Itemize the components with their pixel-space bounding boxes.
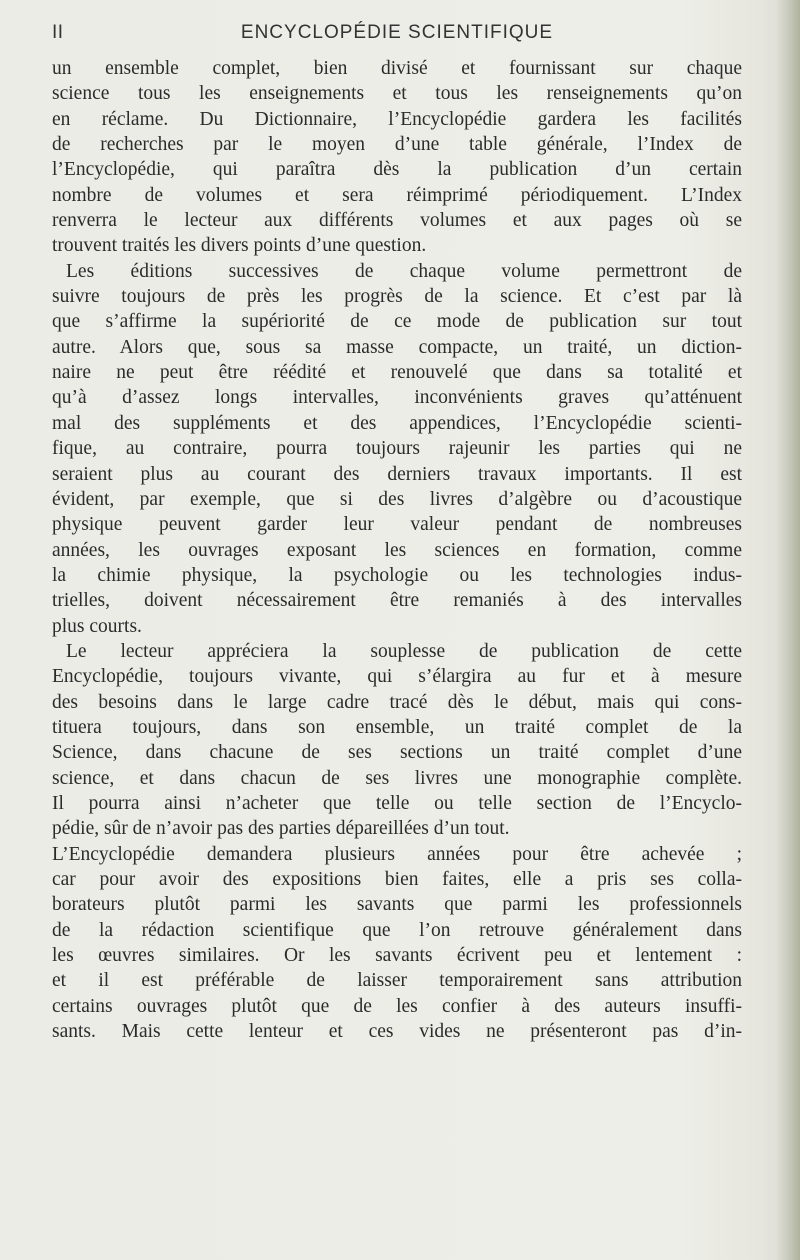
text-line: suivre toujours de près les progrès de la science. Et c’est par là — [52, 286, 742, 308]
text-line: trouvent traités les divers points d’une question. — [52, 235, 427, 257]
text-line: Le lecteur appréciera la souplesse de publication de cette — [66, 640, 742, 662]
text-line: Science, dans chacune de ses sections un traité complet d’une — [52, 742, 742, 764]
text-line: années, les ouvrages exposant les sciences en formation, comme — [52, 539, 742, 561]
text-line: car pour avoir des expositions bien faites, elle a pris ses colla- — [52, 869, 742, 890]
text-line: que s’affirme la supériorité de ce mode de publication sur tout — [52, 311, 742, 333]
running-header — [52, 22, 742, 50]
page-edge-shadow — [776, 0, 800, 1260]
text-line: certains ouvrages plutôt que de les confier à des auteurs insuffi- — [52, 995, 742, 1017]
text-line: naire ne peut être réédité et renouvelé que dans sa totalité et — [52, 362, 742, 384]
text-line: Les éditions successives de chaque volume permettront de — [66, 260, 742, 282]
text-line: un ensemble complet, bien divisé et fournissant sur chaque — [52, 58, 742, 79]
page-number: II — [52, 22, 64, 43]
text-line: autre. Alors que, sous sa masse compacte, un traité, un diction- — [52, 336, 742, 358]
text-line: en réclame. Du Dictionnaire, l’Encyclopédie gardera les facilités — [52, 108, 742, 130]
running-title: ENCYCLOPÉDIE SCIENTIFIQUE — [240, 22, 554, 43]
text-line: tituera toujours, dans son ensemble, un traité complet de la — [52, 716, 742, 738]
text-line: Encyclopédie, toujours vivante, qui s’élargira au fur et à mesure — [52, 666, 742, 688]
text-line: renverra le lecteur aux différents volumes et aux pages où se — [52, 210, 742, 232]
text-line: l’Encyclopédie, qui paraîtra dès la publication d’un certain — [52, 159, 742, 181]
text-line: science tous les enseignements et tous les renseignements qu’on — [52, 83, 742, 105]
text-line: évident, par exemple, que si des livres d’algèbre ou d’acoustique — [52, 488, 742, 510]
text-line: des besoins dans le large cadre tracé dès le début, mais qui cons- — [52, 691, 742, 713]
text-line: trielles, doivent nécessairement être remaniés à des intervalles — [52, 590, 742, 612]
text-line: les œuvres similaires. Or les savants écrivent peu et lentement : — [52, 945, 742, 967]
text-line: nombre de volumes et sera réimprimé périodiquement. L’Index — [52, 184, 742, 206]
text-line: Il pourra ainsi n’acheter que telle ou telle section de l’Encyclo- — [52, 792, 742, 814]
text-line: science, et dans chacun de ses livres une monographie complète. — [52, 767, 742, 789]
text-line: mal des suppléments et des appendices, l’Encyclopédie scienti- — [52, 412, 742, 434]
text-line: plus courts. — [52, 615, 142, 637]
text-line: sants. Mais cette lenteur et ces vides ne présenteront pas d’in- — [52, 1021, 742, 1043]
body-text — [52, 56, 742, 1044]
text-line: et il est préférable de laisser temporairement sans attribution — [52, 970, 742, 992]
text-line: la chimie physique, la psychologie ou les technologies indus- — [52, 564, 742, 586]
text-line: de la rédaction scientifique que l’on retrouve généralement dans — [52, 919, 742, 941]
text-line: seraient plus au courant des derniers travaux importants. Il est — [52, 463, 742, 485]
text-line: de recherches par le moyen d’une table générale, l’Index de — [52, 134, 742, 156]
text-line: pédie, sûr de n’avoir pas des parties dépareillées d’un tout. — [52, 818, 510, 840]
text-line: fique, au contraire, pourra toujours rajeunir les parties qui ne — [52, 438, 742, 460]
text-line: L’Encyclopédie demandera plusieurs années pour être achevée ; — [52, 843, 742, 865]
text-line: qu’à d’assez longs intervalles, inconvénients graves qu’atténuent — [52, 387, 742, 409]
text-line: physique peuvent garder leur valeur pendant de nombreuses — [52, 514, 742, 536]
text-line: borateurs plutôt parmi les savants que parmi les professionnels — [52, 894, 742, 916]
